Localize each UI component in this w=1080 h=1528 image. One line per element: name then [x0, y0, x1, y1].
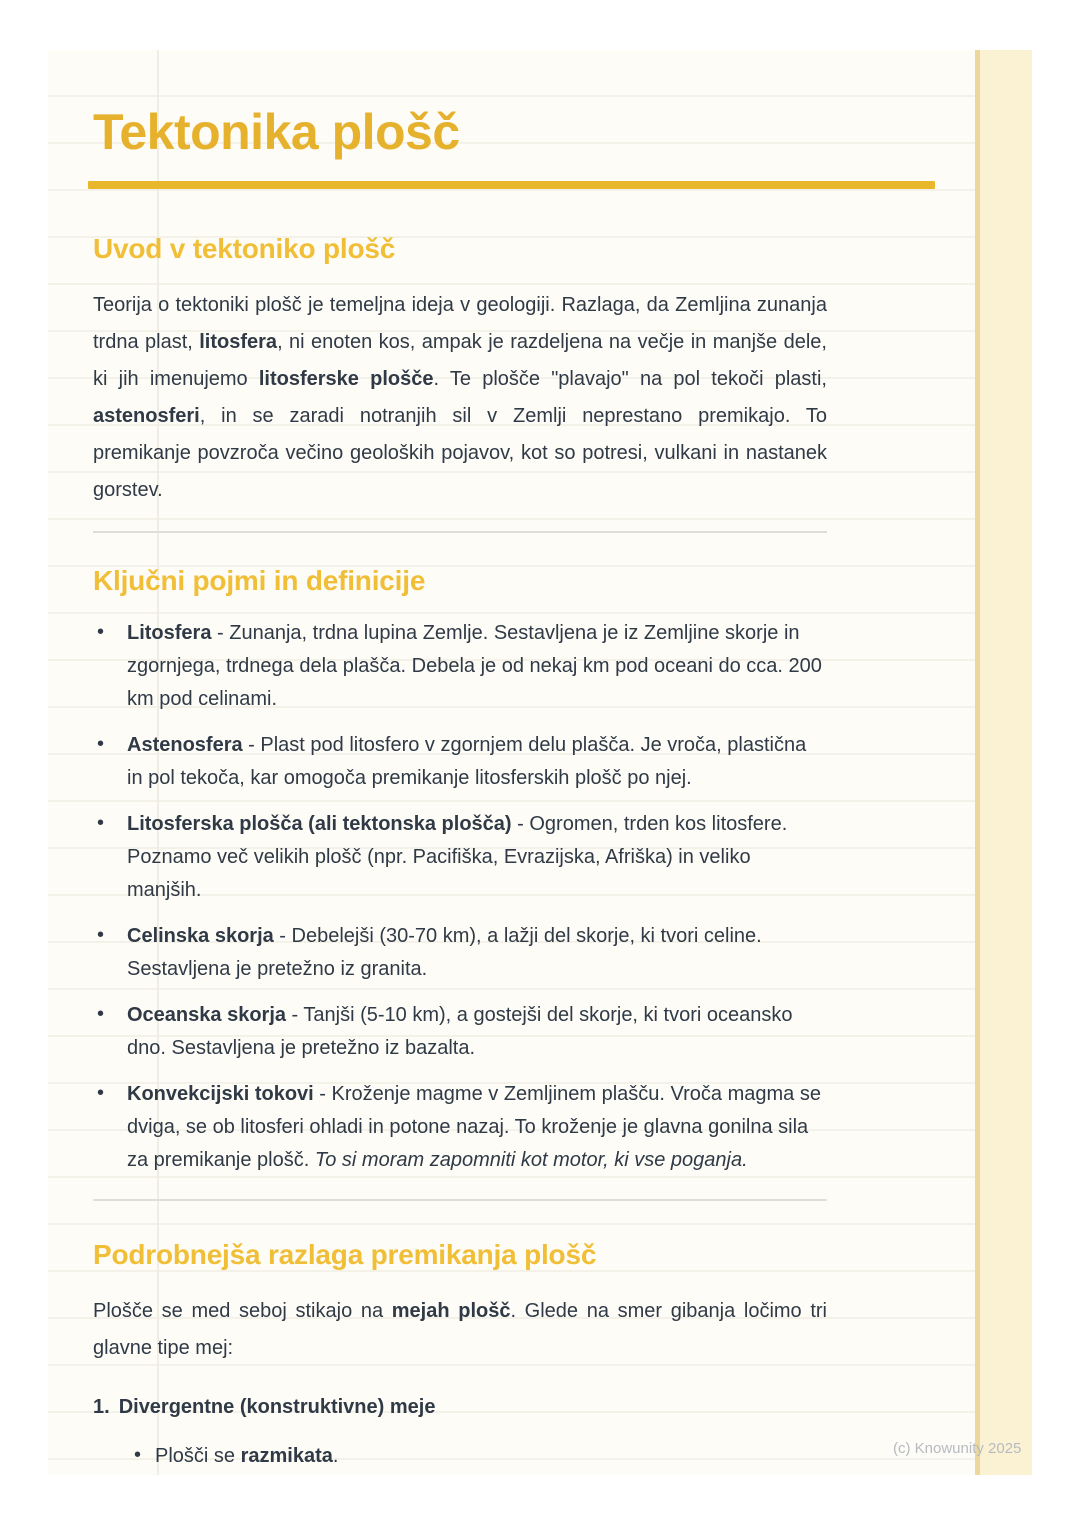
section-heading-intro: Uvod v tektoniko plošč	[93, 233, 396, 264]
terms-list	[93, 617, 827, 1177]
term-label: Astenosfera	[127, 734, 243, 756]
movement-paragraph	[93, 1293, 827, 1367]
list-item	[93, 999, 827, 1065]
list-item	[93, 729, 827, 795]
text-run-bold: mejah plošč	[391, 1300, 511, 1322]
list-item	[93, 808, 827, 907]
section-heading-terms: Ključni pojmi in definicije	[93, 565, 426, 596]
item-number: 1.	[93, 1396, 110, 1418]
text-run: . Glede na smer gibanja ločimo tri glavne tipe mej:	[93, 1300, 827, 1359]
list-item	[93, 1391, 827, 1424]
term-description: Plast pod litosfero v zgornjem delu plašča. Je vroča, plastična in pol tekoča, kar omogoča premikanje litosferskih plošč po njej.	[127, 734, 807, 789]
right-margin-strip	[975, 50, 1032, 1475]
notes-page	[48, 50, 1032, 1475]
term-description: Tanjši (5-10 km), a gostejši del skorje, ki tvori oceansko dno. Sestavljena je pretežno iz bazalta.	[127, 1004, 793, 1059]
term-separator: -	[273, 925, 292, 947]
page-content	[93, 50, 827, 1473]
list-item	[93, 617, 827, 716]
section-divider	[93, 531, 827, 533]
boundary-sub-list	[93, 1440, 827, 1473]
list-item	[93, 1078, 827, 1177]
list-item	[93, 1440, 827, 1473]
term-separator: -	[286, 1004, 304, 1026]
section-divider	[93, 1199, 827, 1201]
text-run: .	[332, 1445, 339, 1467]
text-run-bold: litosfera	[199, 331, 278, 353]
intro-paragraph	[93, 287, 827, 509]
boundary-types-list	[93, 1391, 827, 1424]
term-separator: -	[313, 1083, 332, 1105]
text-run-bold: litosferske plošče	[258, 368, 434, 390]
term-description: Debelejši (30-70 km), a lažji del skorje, ki tvori celine. Sestavljena je pretežno iz granita.	[127, 925, 762, 980]
term-description: Kroženje magme v Zemljinem plašču. Vroča magma se dviga, se ob litosferi ohladi in potone nazaj. To kroženje je glavna gonilna sila za premikanje plošč.	[127, 1083, 821, 1171]
term-label: Konvekcijski tokovi	[127, 1083, 314, 1105]
term-label: Celinska skorja	[127, 925, 274, 947]
term-label: Oceanska skorja	[127, 1004, 286, 1026]
term-separator: -	[511, 813, 530, 835]
text-run: . Te plošče "plavajo" na pol tekoči plasti,	[433, 368, 827, 390]
watermark: (c) Knowunity 2025	[893, 1440, 1022, 1457]
term-separator: -	[242, 734, 261, 756]
text-run: Teorija o tektoniki plošč je temeljna ideja v geologiji. Razlaga, da Zemljina zunanja trdna plast,	[93, 294, 827, 353]
term-note-italic: To si moram zapomniti kot motor, ki vse poganja.	[314, 1149, 748, 1171]
page-title: Tektonika plošč	[93, 104, 460, 160]
term-label: Litosferska plošča (ali tektonska plošča)	[127, 813, 512, 835]
title-underline-bar	[88, 181, 935, 189]
term-separator: -	[211, 622, 230, 644]
section-heading-movement: Podrobnejša razlaga premikanja plošč	[93, 1239, 597, 1270]
term-description: Zunanja, trdna lupina Zemlje. Sestavljena je iz Zemljine skorje in zgornjega, trdnega dela plašča. Debela je od nekaj km pod oceani do cca. 200 km pod celinami.	[127, 622, 822, 710]
text-run: , in se zaradi notranjih sil v Zemlji neprestano premikajo. To premikanje povzroča večino geoloških pojavov, kot so potresi, vulkani in nastanek gorstev.	[93, 405, 827, 501]
text-run: Plošče se med seboj stikajo na	[93, 1300, 392, 1322]
text-run-bold: razmikata	[240, 1445, 333, 1467]
text-run: , ni enoten kos, ampak je razdeljena na večje in manjše dele, ki jih imenujemo	[93, 331, 827, 390]
item-label: Divergentne (konstruktivne) meje	[118, 1396, 436, 1418]
text-run-bold: astenosferi	[93, 405, 200, 427]
term-description: Ogromen, trden kos litosfere. Poznamo več velikih plošč (npr. Pacifiška, Evrazijska, Afriška) in veliko manjših.	[127, 813, 788, 901]
term-label: Litosfera	[127, 622, 212, 644]
text-run: Plošči se	[155, 1445, 241, 1467]
list-item	[93, 920, 827, 986]
